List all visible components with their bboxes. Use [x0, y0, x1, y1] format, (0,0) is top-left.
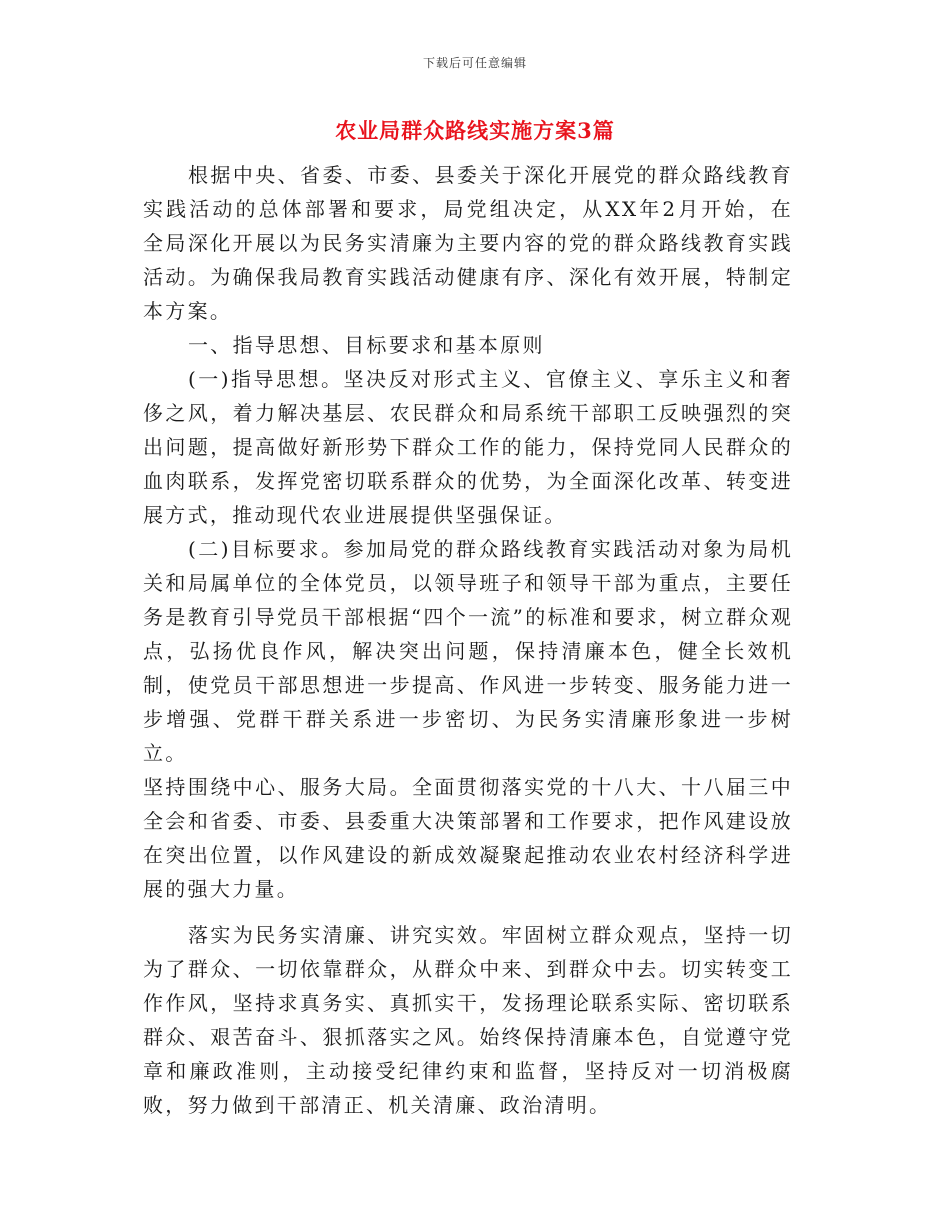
paragraph-objectives: (二)目标要求。参加局党的群众路线教育实践活动对象为局机关和局属单位的全体党员，以领导班子和领导干部为重点，主要任务是教育引导党员干部根据“四个一流”的标准和要求，树立群众观点，弘扬优良作风，解决突出问题，保持清廉本色，健全长效机制，使党员干部思想进一步提高、作风进一步转变、服务能力进一步增强、党群干群关系进一步密切、为民务实清廉形象进一步树立。 — [143, 537, 793, 765]
paragraph-intro: 根据中央、省委、市委、县委关于深化开展党的群众路线教育实践活动的总体部署和要求，局党组决定，从XX年2月开始，在全局深化开展以为民务实清廉为主要内容的党的群众路线教育实践活动。为确保我局教育实践活动健康有序、深化有效开展，特制定本方案。 — [143, 163, 793, 323]
document-title: 农业局群众路线实施方案3篇 — [335, 118, 615, 143]
paragraph-principle-center: 坚持围绕中心、服务大局。全面贯彻落实党的十八大、十八届三中全会和省委、市委、县委重大决策部署和工作要求，把作风建设放在突出位置，以作风建设的新成效凝聚起推动农业农村经济科学进展的强大力量。 — [143, 775, 793, 901]
document-body — [143, 158, 793, 1122]
paragraph-guiding-ideology: (一)指导思想。坚决反对形式主义、官僚主义、享乐主义和奢侈之风，着力解决基层、农民群众和局系统干部职工反映强烈的突出问题，提高做好新形势下群众工作的能力，保持党同人民群众的血肉联系，发挥党密切联系群众的优势，为全面深化改革、转变进展方式，推动现代农业进展提供坚强保证。 — [143, 367, 793, 527]
paragraph-principle-practical: 落实为民务实清廉、讲究实效。牢固树立群众观点，坚持一切为了群众、一切依靠群众，从群众中来、到群众中去。切实转变工作作风，坚持求真务实、真抓实干，发扬理论联系实际、密切联系群众、艰苦奋斗、狠抓落实之风。始终保持清廉本色，自觉遵守党章和廉政准则，主动接受纪律约束和监督，坚持反对一切消极腐败，努力做到干部清正、机关清廉、政治清明。 — [143, 923, 793, 1117]
section-heading: 一、指导思想、目标要求和基本原则 — [188, 333, 545, 357]
page-header: 下载后可任意编辑 — [422, 56, 527, 70]
